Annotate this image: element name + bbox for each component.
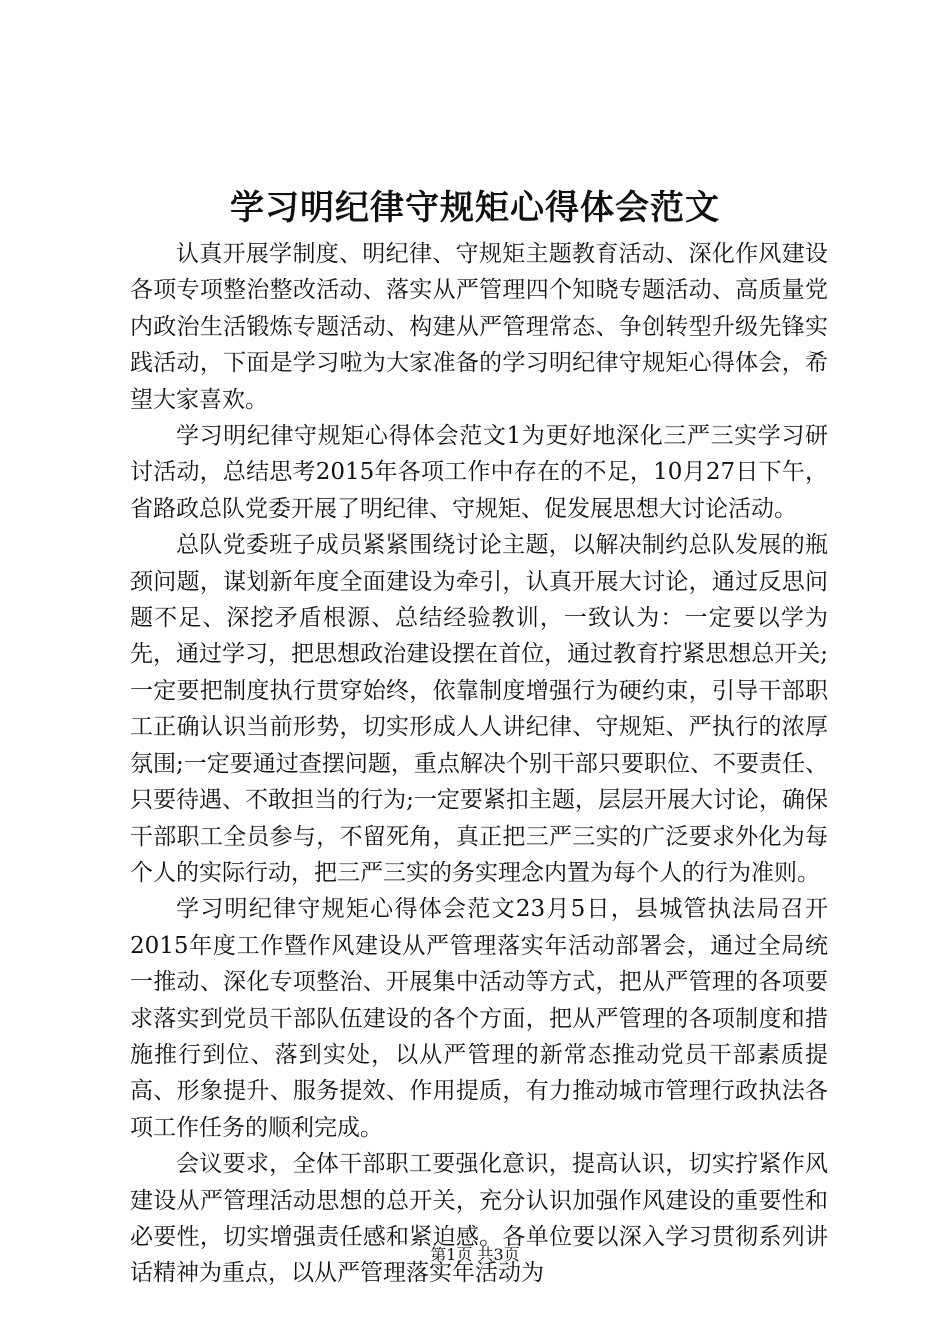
document-title: 学习明纪律守规矩心得体会范文 [230, 188, 720, 228]
document-body [130, 236, 828, 1292]
page-number-footer: 第1页 共3页 [430, 1245, 520, 1264]
paragraph-sample-2: 学习明纪律守规矩心得体会范文23月5日，县城管执法局召开2015年度工作暨作风建设从严管理落实年活动部署会，通过全局统一推动、深化专项整治、开展集中活动等方式，把从严管理的各项要求落实到党员干部队伍建设的各个方面，把从严管理的各项制度和措施推行到位、落到实处，以从严管理的新常态推动党员干部素质提高、形象提升、服务提效、作用提质，有力推动城市管理行政执法各项工作任务的顺利完成。 [130, 896, 828, 1141]
paragraph-sample-1: 学习明纪律守规矩心得体会范文1为更好地深化三严三实学习研讨活动，总结思考2015年各项工作中存在的不足，10月27日下午，省路政总队党委开展了明纪律、守规矩、促发展思想大讨论活动。 [130, 423, 828, 522]
paragraph-intro: 认真开展学制度、明纪律、守规矩主题教育活动、深化作风建设各项专项整治整改活动、落实从严管理四个知晓专题活动、高质量党内政治生活锻炼专题活动、构建从严管理常态、争创转型升级先锋实践活动，下面是学习啦为大家准备的学习明纪律守规矩心得体会，希望大家喜欢。 [130, 241, 828, 413]
paragraph-meeting-requirements: 会议要求，全体干部职工要强化意识，提高认识，切实拧紧作风建设从严管理活动思想的总开关，充分认识加强作风建设的重要性和必要性，切实增强责任感和紧迫感。各单位要以深入学习贯彻系列讲话精神为重点，以从严管理落实年活动为 [130, 1151, 828, 1287]
paragraph-discussion: 总队党委班子成员紧紧围绕讨论主题，以解决制约总队发展的瓶颈问题，谋划新年度全面建设为牵引，认真开展大讨论，通过反思问题不足、深挖矛盾根源、总结经验教训，一致认为：一定要以学为先，通过学习，把思想政治建设摆在首位，通过教育拧紧思想总开关;一定要把制度执行贯穿始终，依靠制度增强行为硬约束，引导干部职工正确认识当前形势，切实形成人人讲纪律、守规矩、严执行的浓厚氛围;一定要通过查摆问题，重点解决个别干部只要职位、不要责任、只要待遇、不敢担当的行为;一定要紧扣主题，层层开展大讨论，确保干部职工全员参与，不留死角，真正把三严三实的广泛要求外化为每个人的实际行动，把三严三实的务实理念内置为每个人的行为准则。 [130, 532, 828, 886]
